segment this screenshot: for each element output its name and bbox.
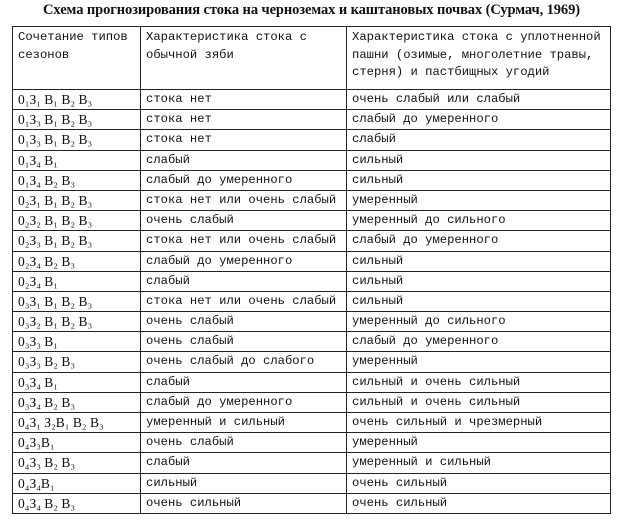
ordinary-fallow-runoff-cell: очень слабый: [141, 332, 347, 352]
season-combination-cell: 0₂З₄ В₁: [13, 271, 141, 291]
ordinary-fallow-runoff-cell: слабый: [141, 372, 347, 392]
ordinary-fallow-runoff-cell: очень слабый: [141, 211, 347, 231]
table-row: [13, 473, 611, 493]
season-combination-cell: 0₃З₃ В₁: [13, 332, 141, 352]
ordinary-fallow-runoff-cell: сильный: [141, 473, 347, 493]
ordinary-fallow-runoff-cell: умеренный и сильный: [141, 413, 347, 433]
season-combination-cell: 0₄З₃ В₂ В₃: [13, 453, 141, 473]
ordinary-fallow-runoff-cell: стока нет или очень слабый: [141, 291, 347, 311]
season-combination-cell: 0₄З₃В₁: [13, 433, 141, 453]
ordinary-fallow-runoff-cell: очень сильный: [141, 493, 347, 513]
compacted-field-runoff-cell: сильный и очень сильный: [347, 392, 611, 412]
ordinary-fallow-runoff-cell: слабый до умеренного: [141, 251, 347, 271]
ordinary-fallow-runoff-cell: слабый: [141, 453, 347, 473]
season-combination-cell: 0₃З₁ В₁ В₂ В₃: [13, 291, 141, 311]
ordinary-fallow-runoff-cell: слабый до умеренного: [141, 170, 347, 190]
table-row: [13, 110, 611, 130]
table-row: [13, 90, 611, 110]
compacted-field-runoff-cell: умеренный: [347, 433, 611, 453]
compacted-field-runoff-cell: сильный: [347, 291, 611, 311]
season-combination-cell: 0₂З₃ В₁ В₂ В₃: [13, 231, 141, 251]
compacted-field-runoff-cell: слабый до умеренного: [347, 110, 611, 130]
table-row: [13, 251, 611, 271]
header-season-combination: Сочетание типов сезонов: [13, 27, 141, 90]
season-combination-cell: 0₁З₄ В₁: [13, 150, 141, 170]
season-combination-cell: 0₂З₂ В₁ В₂ В₃: [13, 211, 141, 231]
season-combination-cell: 0₁З₃ В₁ В₂ В₃: [13, 110, 141, 130]
table-row: [13, 231, 611, 251]
season-combination-cell: 0₄З₄ В₂ В₃: [13, 493, 141, 513]
ordinary-fallow-runoff-cell: стока нет: [141, 110, 347, 130]
table-row: [13, 211, 611, 231]
compacted-field-runoff-cell: слабый до умеренного: [347, 231, 611, 251]
compacted-field-runoff-cell: умеренный до сильного: [347, 211, 611, 231]
season-combination-cell: 0₂З₄ В₂ В₃: [13, 251, 141, 271]
compacted-field-runoff-cell: умеренный: [347, 190, 611, 210]
table-row: [13, 190, 611, 210]
season-combination-cell: 0₁З₄ В₂ В₃: [13, 170, 141, 190]
season-combination-cell: 0₄З₄В₁: [13, 473, 141, 493]
compacted-field-runoff-cell: очень сильный и чрезмерный: [347, 413, 611, 433]
compacted-field-runoff-cell: сильный и очень сильный: [347, 372, 611, 392]
compacted-field-runoff-cell: сильный: [347, 251, 611, 271]
ordinary-fallow-runoff-cell: слабый: [141, 271, 347, 291]
season-combination-cell: 0₁З₁ В₁ В₂ В₃: [13, 90, 141, 110]
ordinary-fallow-runoff-cell: очень слабый до слабого: [141, 352, 347, 372]
compacted-field-runoff-cell: очень сильный: [347, 493, 611, 513]
ordinary-fallow-runoff-cell: очень слабый: [141, 312, 347, 332]
table-row: [13, 130, 611, 150]
ordinary-fallow-runoff-cell: слабый до умеренного: [141, 392, 347, 412]
table-row: [13, 312, 611, 332]
table-row: [13, 413, 611, 433]
table-row: [13, 453, 611, 473]
table-row: [13, 433, 611, 453]
table-row: [13, 271, 611, 291]
compacted-field-runoff-cell: сильный: [347, 170, 611, 190]
runoff-table: [12, 26, 611, 514]
ordinary-fallow-runoff-cell: слабый: [141, 150, 347, 170]
compacted-field-runoff-cell: слабый: [347, 130, 611, 150]
table-row: [13, 352, 611, 372]
compacted-field-runoff-cell: умеренный до сильного: [347, 312, 611, 332]
compacted-field-runoff-cell: очень сильный: [347, 473, 611, 493]
table-row: [13, 150, 611, 170]
header-row: [13, 27, 611, 90]
ordinary-fallow-runoff-cell: стока нет или очень слабый: [141, 190, 347, 210]
compacted-field-runoff-cell: умеренный и сильный: [347, 453, 611, 473]
header-runoff-ordinary-fallow: Характеристика стока с обычной зяби: [141, 27, 347, 90]
season-combination-cell: 0₄З₁ З₂В₁ В₂ В₃: [13, 413, 141, 433]
season-combination-cell: 0₃З₃ В₂ В₃: [13, 352, 141, 372]
season-combination-cell: 0₃З₂ В₁ В₂ В₃: [13, 312, 141, 332]
season-combination-cell: 0₂З₁ В₁ В₂ В₃: [13, 190, 141, 210]
header-runoff-compacted-field: Характеристика стока с уплотненной пашни (озимые, многолетние травы, стерня) и пастбищных угодий: [347, 27, 611, 90]
compacted-field-runoff-cell: слабый до умеренного: [347, 332, 611, 352]
ordinary-fallow-runoff-cell: стока нет или очень слабый: [141, 231, 347, 251]
table-row: [13, 332, 611, 352]
compacted-field-runoff-cell: сильный: [347, 150, 611, 170]
table-row: [13, 291, 611, 311]
table-title: Схема прогнозирования стока на черноземах и каштановых почвах (Сурмач, 1969): [43, 2, 580, 18]
table-row: [13, 372, 611, 392]
table-row: [13, 392, 611, 412]
compacted-field-runoff-cell: очень слабый или слабый: [347, 90, 611, 110]
compacted-field-runoff-cell: сильный: [347, 271, 611, 291]
table-row: [13, 493, 611, 513]
compacted-field-runoff-cell: умеренный: [347, 352, 611, 372]
season-combination-cell: 0₃З₄ В₁: [13, 372, 141, 392]
ordinary-fallow-runoff-cell: очень слабый: [141, 433, 347, 453]
table-row: [13, 170, 611, 190]
ordinary-fallow-runoff-cell: стока нет: [141, 130, 347, 150]
ordinary-fallow-runoff-cell: стока нет: [141, 90, 347, 110]
season-combination-cell: 0₃З₄ В₂ В₃: [13, 392, 141, 412]
season-combination-cell: 0₁З₃ В₁ В₂ В₃: [13, 130, 141, 150]
